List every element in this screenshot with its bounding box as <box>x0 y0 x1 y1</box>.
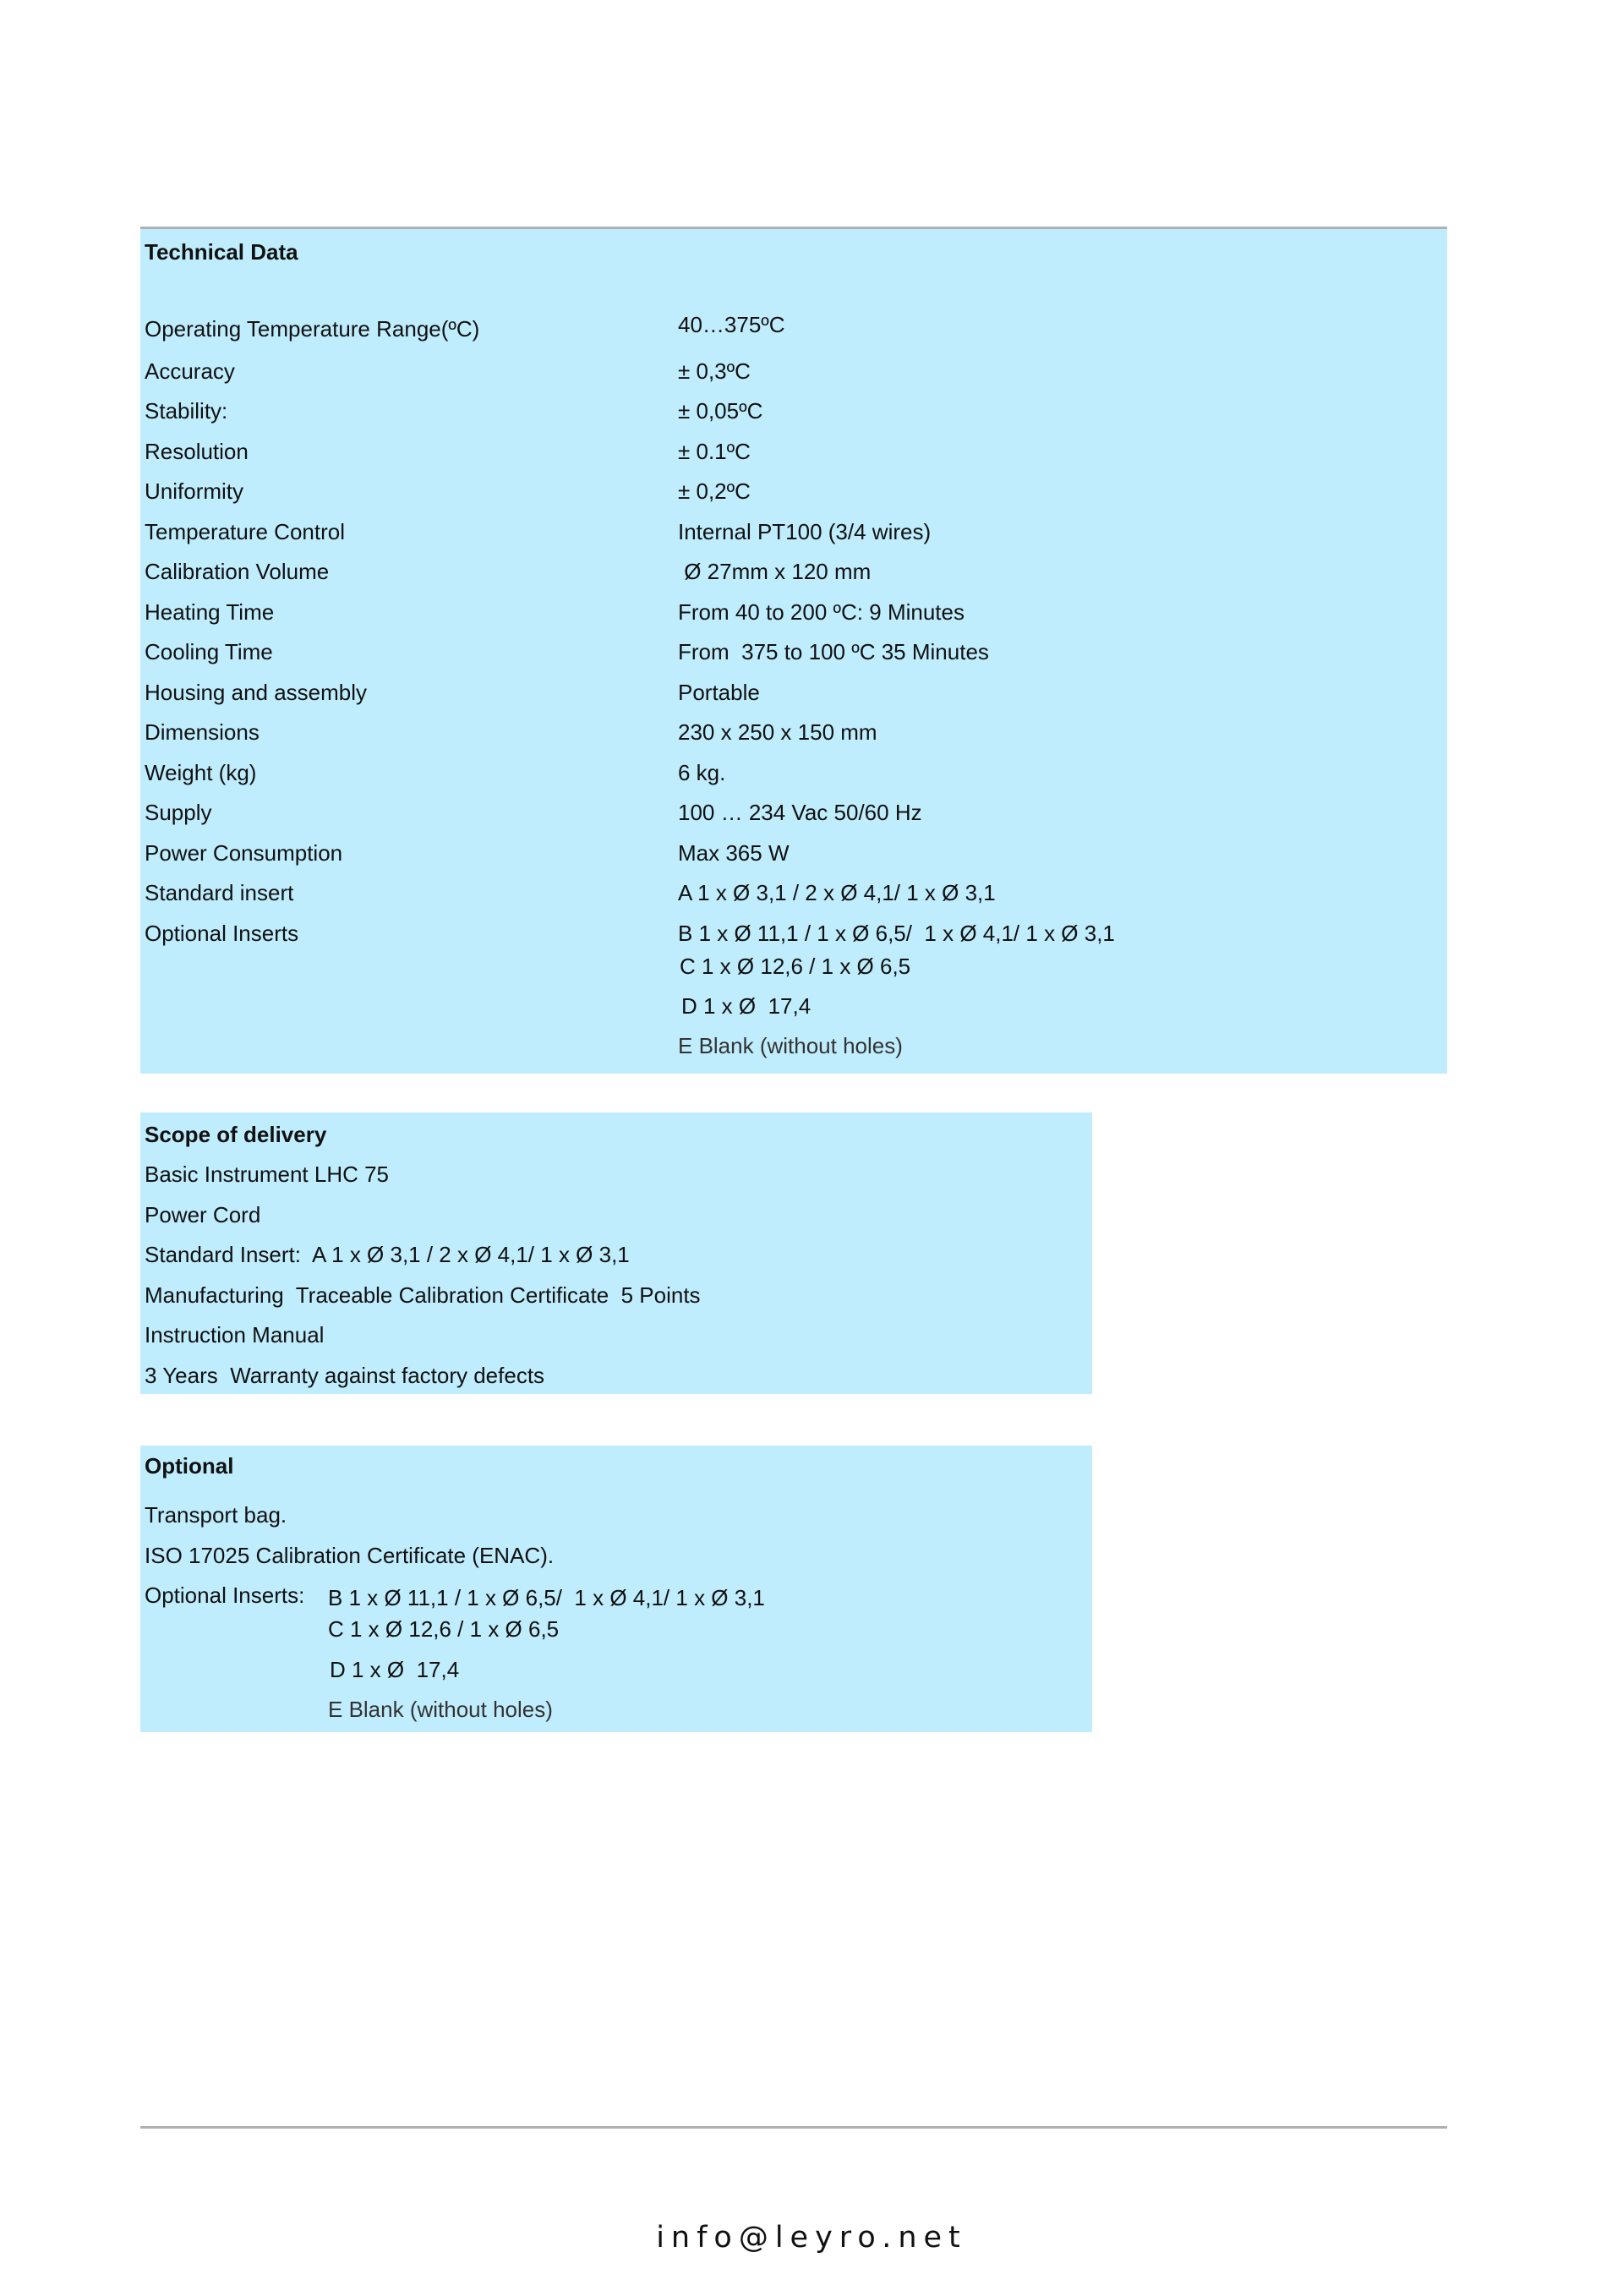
spec-value: C 1 x Ø 12,6 / 1 x Ø 6,5 <box>680 954 911 979</box>
spec-label: Cooling Time <box>145 639 273 664</box>
spec-value: Max 365 W <box>678 840 790 866</box>
technical-data-panel <box>140 229 1447 1074</box>
spec-value: B 1 x Ø 11,1 / 1 x Ø 6,5/ 1 x Ø 4,1/ 1 x Ø 3,1 <box>678 921 1115 946</box>
spec-label: Calibration Volume <box>145 559 330 584</box>
spec-value: 40…375ºC <box>678 312 785 337</box>
optional-item: Transport bag. <box>145 1502 287 1528</box>
spec-row <box>140 680 1447 713</box>
spec-label: Accuracy <box>145 358 235 384</box>
spec-row <box>140 840 1447 874</box>
spec-value: Internal PT100 (3/4 wires) <box>678 519 932 544</box>
spec-label: Operating Temperature Range(ºC) <box>145 316 480 342</box>
spec-value: ± 0,05ºC <box>678 398 763 424</box>
spec-row <box>140 439 1447 473</box>
spec-value: ± 0,3ºC <box>678 358 751 384</box>
scope-item: Standard Insert: A 1 x Ø 3,1 / 2 x Ø 4,1/ 1 x Ø 3,1 <box>145 1242 630 1267</box>
spec-label: Heating Time <box>145 599 275 625</box>
spec-label: Uniformity <box>145 478 244 504</box>
scope-item: Power Cord <box>145 1202 261 1227</box>
spec-row <box>140 559 1447 593</box>
spec-row <box>140 312 1447 350</box>
spec-label: Supply <box>145 800 212 825</box>
footer-email[interactable]: info@leyro.net <box>656 2221 967 2255</box>
spec-row <box>140 993 1447 1027</box>
spec-value: ± 0,2ºC <box>678 478 751 504</box>
scope-item: Basic Instrument LHC 75 <box>145 1162 390 1187</box>
spec-row <box>140 358 1447 392</box>
spec-label: Weight (kg) <box>145 760 257 785</box>
spec-value: Ø 27mm x 120 mm <box>678 559 872 584</box>
optional-insert: B 1 x Ø 11,1 / 1 x Ø 6,5/ 1 x Ø 4,1/ 1 x Ø 3,1 <box>328 1585 765 1610</box>
optional-title: Optional <box>145 1453 234 1479</box>
spec-value: From 375 to 100 ºC 35 Minutes <box>678 639 989 664</box>
spec-row <box>140 478 1447 512</box>
spec-row <box>140 954 1447 987</box>
spec-value: From 40 to 200 ºC: 9 Minutes <box>678 599 965 625</box>
scope-item: Instruction Manual <box>145 1322 325 1348</box>
optional-insert: D 1 x Ø 17,4 <box>330 1657 460 1682</box>
scope-item: Manufacturing Traceable Calibration Certificate 5 Points <box>145 1282 701 1308</box>
optional-insert: C 1 x Ø 12,6 / 1 x Ø 6,5 <box>328 1616 560 1642</box>
scope-of-delivery-panel <box>140 1112 1092 1394</box>
spec-value: 230 x 250 x 150 mm <box>678 719 877 745</box>
optional-insert: E Blank (without holes) <box>328 1697 553 1722</box>
spec-label: Housing and assembly <box>145 680 368 705</box>
bottom-rule <box>140 2126 1447 2129</box>
spec-row <box>140 719 1447 753</box>
spec-value: E Blank (without holes) <box>678 1033 903 1058</box>
spec-label: Dimensions <box>145 719 260 745</box>
spec-row <box>140 1033 1447 1067</box>
technical-data-title: Technical Data <box>145 239 298 265</box>
spec-label: Temperature Control <box>145 519 345 544</box>
spec-value: A 1 x Ø 3,1 / 2 x Ø 4,1/ 1 x Ø 3,1 <box>678 880 996 905</box>
spec-row <box>140 800 1447 834</box>
spec-row <box>140 599 1447 633</box>
spec-row <box>140 398 1447 432</box>
spec-value: 100 … 234 Vac 50/60 Hz <box>678 800 922 825</box>
scope-item: 3 Years Warranty against factory defects <box>145 1363 545 1388</box>
spec-label: Power Consumption <box>145 840 343 866</box>
spec-row <box>140 639 1447 673</box>
spec-row <box>140 760 1447 794</box>
spec-value: D 1 x Ø 17,4 <box>681 993 812 1019</box>
scope-of-delivery-title: Scope of delivery <box>145 1122 327 1147</box>
spec-label: Resolution <box>145 439 249 464</box>
spec-row <box>140 921 1447 954</box>
optional-panel <box>140 1446 1092 1732</box>
spec-row <box>140 880 1447 914</box>
spec-value: 6 kg. <box>678 760 726 785</box>
optional-inserts-label: Optional Inserts: <box>145 1583 305 1608</box>
spec-label: Stability: <box>145 398 228 424</box>
optional-item: ISO 17025 Calibration Certificate (ENAC). <box>145 1543 555 1568</box>
spec-value: ± 0.1ºC <box>678 439 751 464</box>
spec-value: Portable <box>678 680 760 705</box>
spec-row <box>140 519 1447 553</box>
spec-label: Optional Inserts <box>145 921 299 946</box>
spec-label: Standard insert <box>145 880 294 905</box>
